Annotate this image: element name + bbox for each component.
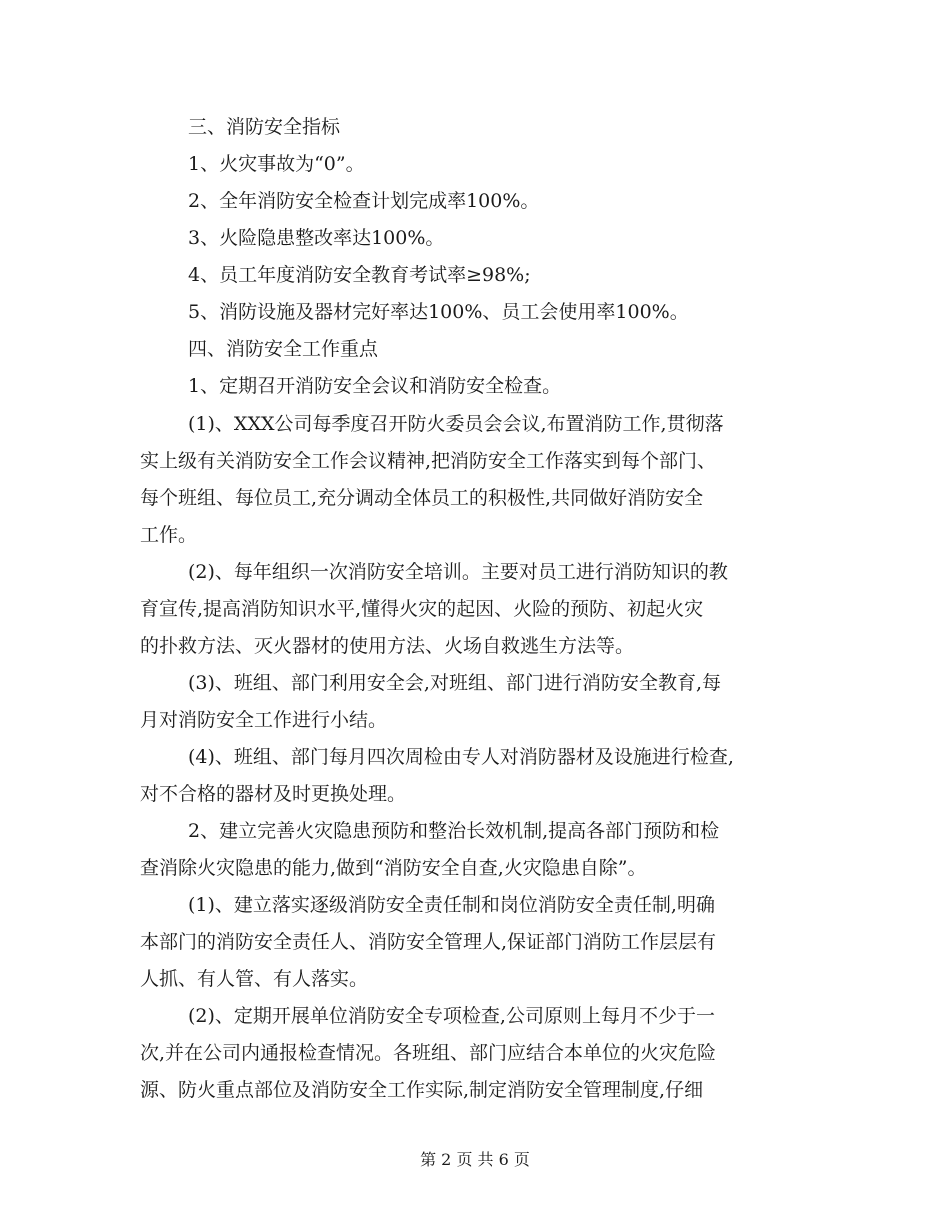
paragraph-line: 实上级有关消防安全工作会议精神,把消防安全工作落实到每个部门、 xyxy=(140,450,717,472)
paragraph-line: 工作。 xyxy=(140,524,198,546)
section-heading: 三、消防安全指标 xyxy=(188,116,341,138)
paragraph-line: 2、建立完善火灾隐患预防和整治长效机制,提高各部门预防和检 xyxy=(188,820,720,842)
list-item: 1、定期召开消防安全会议和消防安全检查。 xyxy=(188,375,562,397)
paragraph-line: 的扑救方法、灭火器材的使用方法、火场自救逃生方法等。 xyxy=(140,635,635,657)
paragraph-line: (4)、班组、部门每月四次周检由专人对消防器材及设施进行检查, xyxy=(188,746,734,768)
paragraph-line: 源、防火重点部位及消防安全工作实际,制定消防安全管理制度,仔细 xyxy=(140,1079,704,1101)
paragraph-line: 本部门的消防安全责任人、消防安全管理人,保证部门消防工作层层有 xyxy=(140,931,717,953)
page-number-footer: 第 2 页 共 6 页 xyxy=(420,1150,530,1169)
paragraph-line: (1)、建立落实逐级消防安全责任制和岗位消防安全责任制,明确 xyxy=(188,894,715,916)
section-heading: 四、消防安全工作重点 xyxy=(188,338,379,360)
list-item: 3、火险隐患整改率达100%。 xyxy=(188,227,445,249)
list-item: 1、火灾事故为“0”。 xyxy=(188,153,365,175)
paragraph-line: 每个班组、每位员工,充分调动全体员工的积极性,共同做好消防安全 xyxy=(140,487,704,509)
paragraph-line: (2)、每年组织一次消防安全培训。主要对员工进行消防知识的教 xyxy=(188,561,728,583)
list-item: 2、全年消防安全检查计划完成率100%。 xyxy=(188,190,540,212)
paragraph-line: 对不合格的器材及时更换处理。 xyxy=(140,783,407,805)
paragraph-line: 月对消防安全工作进行小结。 xyxy=(140,709,388,731)
list-item: 4、员工年度消防安全教育考试率≥98%; xyxy=(188,264,531,286)
paragraph-line: 查消除火灾隐患的能力,做到“消防安全自查,火灾隐患自除”。 xyxy=(140,857,647,879)
paragraph-line: 育宣传,提高消防知识水平,懂得火灾的起因、火险的预防、初起火灾 xyxy=(140,598,704,620)
paragraph-line: 人抓、有人管、有人落实。 xyxy=(140,968,369,990)
paragraph-line: (1)、XXX公司每季度召开防火委员会会议,布置消防工作,贯彻落 xyxy=(188,413,724,435)
paragraph-line: 次,并在公司内通报检查情况。各班组、部门应结合本单位的火灾危险 xyxy=(140,1042,717,1064)
list-item: 5、消防设施及器材完好率达100%、员工会使用率100%。 xyxy=(188,301,689,323)
paragraph-line: (3)、班组、部门利用安全会,对班组、部门进行消防安全教育,每 xyxy=(188,672,721,694)
paragraph-line: (2)、定期开展单位消防安全专项检查,公司原则上每月不少于一 xyxy=(188,1005,715,1027)
